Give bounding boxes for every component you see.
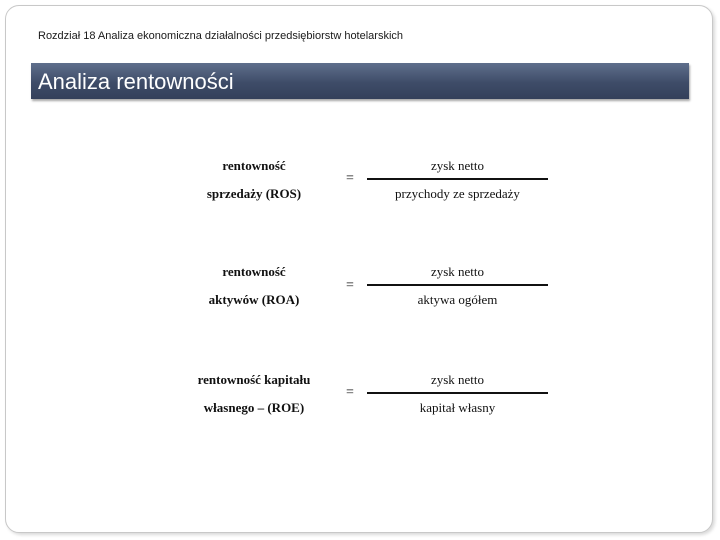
formula-roa — [0, 262, 720, 332]
slide-title: Analiza rentowności — [38, 69, 234, 94]
equals-sign: = — [346, 385, 354, 400]
fraction-bar — [367, 178, 548, 180]
fraction-bar — [367, 392, 548, 394]
fraction-denominator: przychody ze sprzedaży — [395, 186, 520, 201]
fraction-numerator: zysk netto — [430, 372, 485, 387]
fraction-bar — [367, 284, 548, 286]
formula-label-line2: sprzedaży (ROS) — [206, 186, 302, 201]
formula-label-line2: aktywów (ROA) — [208, 292, 300, 307]
fraction-numerator: zysk netto — [430, 158, 485, 173]
chapter-header: Rozdział 18 Analiza ekonomiczna działalności przedsiębiorstw hotelarskich — [38, 30, 404, 42]
formula-label-line1: rentowność — [222, 158, 286, 173]
equals-sign: = — [346, 278, 354, 293]
formula-ros — [0, 155, 720, 225]
fraction-denominator: kapitał własny — [419, 400, 496, 415]
fraction-numerator: zysk netto — [430, 264, 485, 279]
formula-label-line1: rentowność kapitału — [197, 372, 311, 387]
title-bar — [31, 63, 689, 99]
equals-sign: = — [346, 171, 354, 186]
fraction-denominator: aktywa ogółem — [417, 292, 498, 307]
formula-label-line1: rentowność — [222, 264, 286, 279]
formula-label-line2: własnego – (ROE) — [203, 400, 305, 415]
formula-roe — [0, 369, 720, 439]
